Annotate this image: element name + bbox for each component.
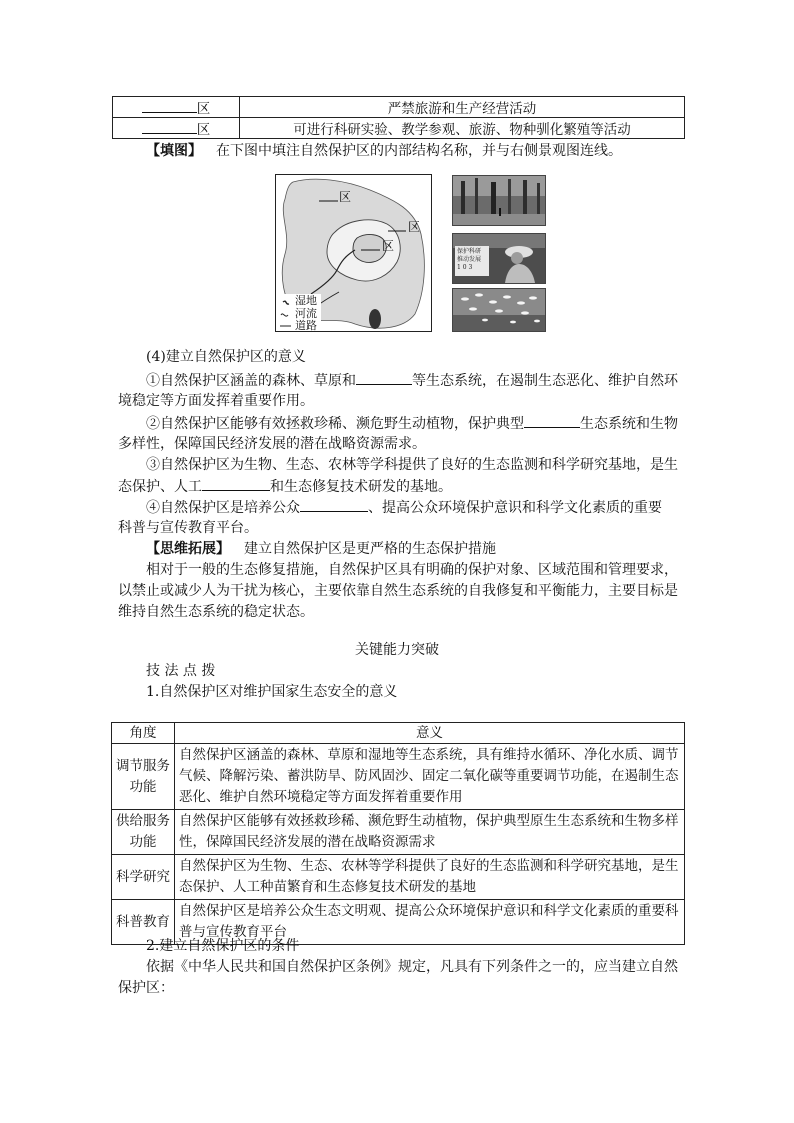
- zone-cell: [113, 97, 240, 118]
- row-value: 自然保护区为生物、生态、农林等学科提供了良好的生态监测和科学研究基地，是生态保护、人工种苗繁育和生态修复技术研发的基地: [175, 855, 685, 900]
- birds-image: [453, 289, 545, 331]
- row-value: 自然保护区是培养公众生态文明观、提高公众环境保护意识和科学文化素质的重要科普与宣传教育平台: [175, 900, 685, 945]
- legend-wetland: 湿地: [295, 294, 317, 307]
- sign-line: 保护科研: [457, 248, 482, 255]
- significance-p2-cont: 多样性，保障国民经济发展的潜在战略资源需求。: [118, 436, 426, 452]
- p2-text: 生态系统和生物: [580, 416, 678, 432]
- thinking-line1: 相对于一般的生态修复措施，自然保护区具有明确的保护对象、区域范围和管理要求，: [146, 562, 678, 578]
- fill-blank[interactable]: [142, 98, 197, 113]
- zone-desc: 严禁旅游和生产经营活动: [240, 97, 685, 118]
- sign-line: 推动发展: [457, 256, 482, 263]
- table-row: [113, 118, 685, 139]
- zone-suffix: 区: [196, 122, 211, 138]
- significance-heading: (4)建立自然保护区的意义: [146, 349, 306, 365]
- fill-blank[interactable]: [356, 370, 412, 385]
- legend-road: 道路: [295, 319, 317, 332]
- header-meaning: 意义: [175, 723, 685, 744]
- p3-text: 态保护、人工: [118, 479, 202, 495]
- subsection-title: 技 法 点 拨: [146, 663, 216, 679]
- significance-p3: ③自然保护区为生物、生态、农林等学科提供了良好的生态监测和科学研究基地，是生: [146, 457, 678, 473]
- forest-image: [453, 176, 545, 225]
- fill-blank[interactable]: [524, 413, 580, 428]
- table-row: [112, 855, 685, 900]
- fill-figure-label: 【填图】: [146, 143, 202, 159]
- significance-p1: [146, 370, 678, 392]
- header-angle: 角度: [112, 723, 175, 744]
- fill-blank[interactable]: [142, 119, 197, 134]
- table-header-row: [112, 723, 685, 744]
- reserve-map: [275, 174, 432, 332]
- significance-p4-cont: 科普与宣传教育平台。: [118, 520, 258, 536]
- zone-suffix: 区: [196, 101, 211, 117]
- p4-text: 、提高公众环境保护意识和科学文化素质的重要: [368, 500, 662, 516]
- section-title: 关键能力突破: [355, 642, 439, 658]
- significance-table: [111, 722, 685, 945]
- fill-figure-text: 在下图中填注自然保护区的内部结构名称，并与右侧景观图连线。: [216, 143, 622, 159]
- legend-river: 河流: [295, 307, 317, 320]
- photo-sign: [457, 248, 481, 272]
- row-key: 科学研究: [112, 855, 175, 900]
- fill-blank[interactable]: [202, 476, 270, 491]
- zone-cell: [113, 118, 240, 139]
- row-key: 科普教育: [112, 900, 175, 945]
- item2-title: 2.建立自然保护区的条件: [146, 938, 300, 954]
- fill-figure-line: [146, 141, 622, 162]
- sign-line: 1 0 3: [457, 264, 473, 271]
- table-row: [112, 744, 685, 810]
- thinking-title: 建立自然保护区是更严格的生态保护措施: [244, 541, 496, 557]
- item2-text-line2: 保护区：: [118, 980, 174, 996]
- researcher-photo[interactable]: [452, 233, 546, 284]
- map-zone-label-core: 区: [382, 239, 395, 253]
- zone-desc: 可进行科研实验、教学参观、旅游、物种驯化繁殖等活动: [240, 118, 685, 139]
- table-row: [112, 810, 685, 855]
- p1-text: 等生态系统，在遏制生态恶化、维护自然环: [412, 373, 678, 389]
- row-value: 自然保护区涵盖的森林、草原和湿地等生态系统，具有维持水循环、净化水质、调节气候、降解污染、蓄洪防旱、防风固沙、固定二氧化碳等重要调节功能，在遏制生态恶化、维护自然环境稳定等方面发挥着重要作用: [175, 744, 685, 810]
- map-zone-label-outer: 区: [339, 190, 352, 204]
- p1-text: ①自然保护区涵盖的森林、草原和: [146, 373, 356, 389]
- row-key: 调节服务功能: [112, 744, 175, 810]
- thinking-heading: [146, 539, 496, 560]
- forest-photo[interactable]: [452, 175, 546, 226]
- thinking-label: 【思维拓展】: [146, 541, 230, 557]
- significance-p2: [146, 413, 678, 435]
- birds-photo[interactable]: [452, 288, 546, 332]
- significance-p1-cont: 境稳定等方面发挥着重要作用。: [118, 393, 314, 409]
- item1-title: 1.自然保护区对维护国家生态安全的意义: [146, 684, 398, 700]
- map-zone-label-buffer: 区: [408, 220, 421, 234]
- table-row: [113, 97, 685, 118]
- p4-text: ④自然保护区是培养公众: [146, 500, 300, 516]
- p2-text: ②自然保护区能够有效拯救珍稀、濒危野生动植物，保护典型: [146, 416, 524, 432]
- thinking-line3: 维持自然生态系统的稳定状态。: [118, 604, 314, 620]
- item2-text-line1: 依据《中华人民共和国自然保护区条例》规定，凡具有下列条件之一的，应当建立自然: [146, 959, 678, 975]
- significance-p3-cont: [118, 476, 452, 498]
- thinking-line2: 以禁止或减少人为干扰为核心，主要依靠自然生态系统的自我修复和平衡能力，主要目标是: [118, 583, 678, 599]
- row-value: 自然保护区能够有效拯救珍稀、濒危野生动植物，保护典型原生生态系统和生物多样性，保障国民经济发展的潜在战略资源需求: [175, 810, 685, 855]
- p3-text: 和生态修复技术研发的基地。: [270, 479, 452, 495]
- zone-table: [112, 96, 685, 139]
- row-key: 供给服务功能: [112, 810, 175, 855]
- significance-p4: [146, 497, 662, 519]
- fill-blank[interactable]: [300, 497, 368, 512]
